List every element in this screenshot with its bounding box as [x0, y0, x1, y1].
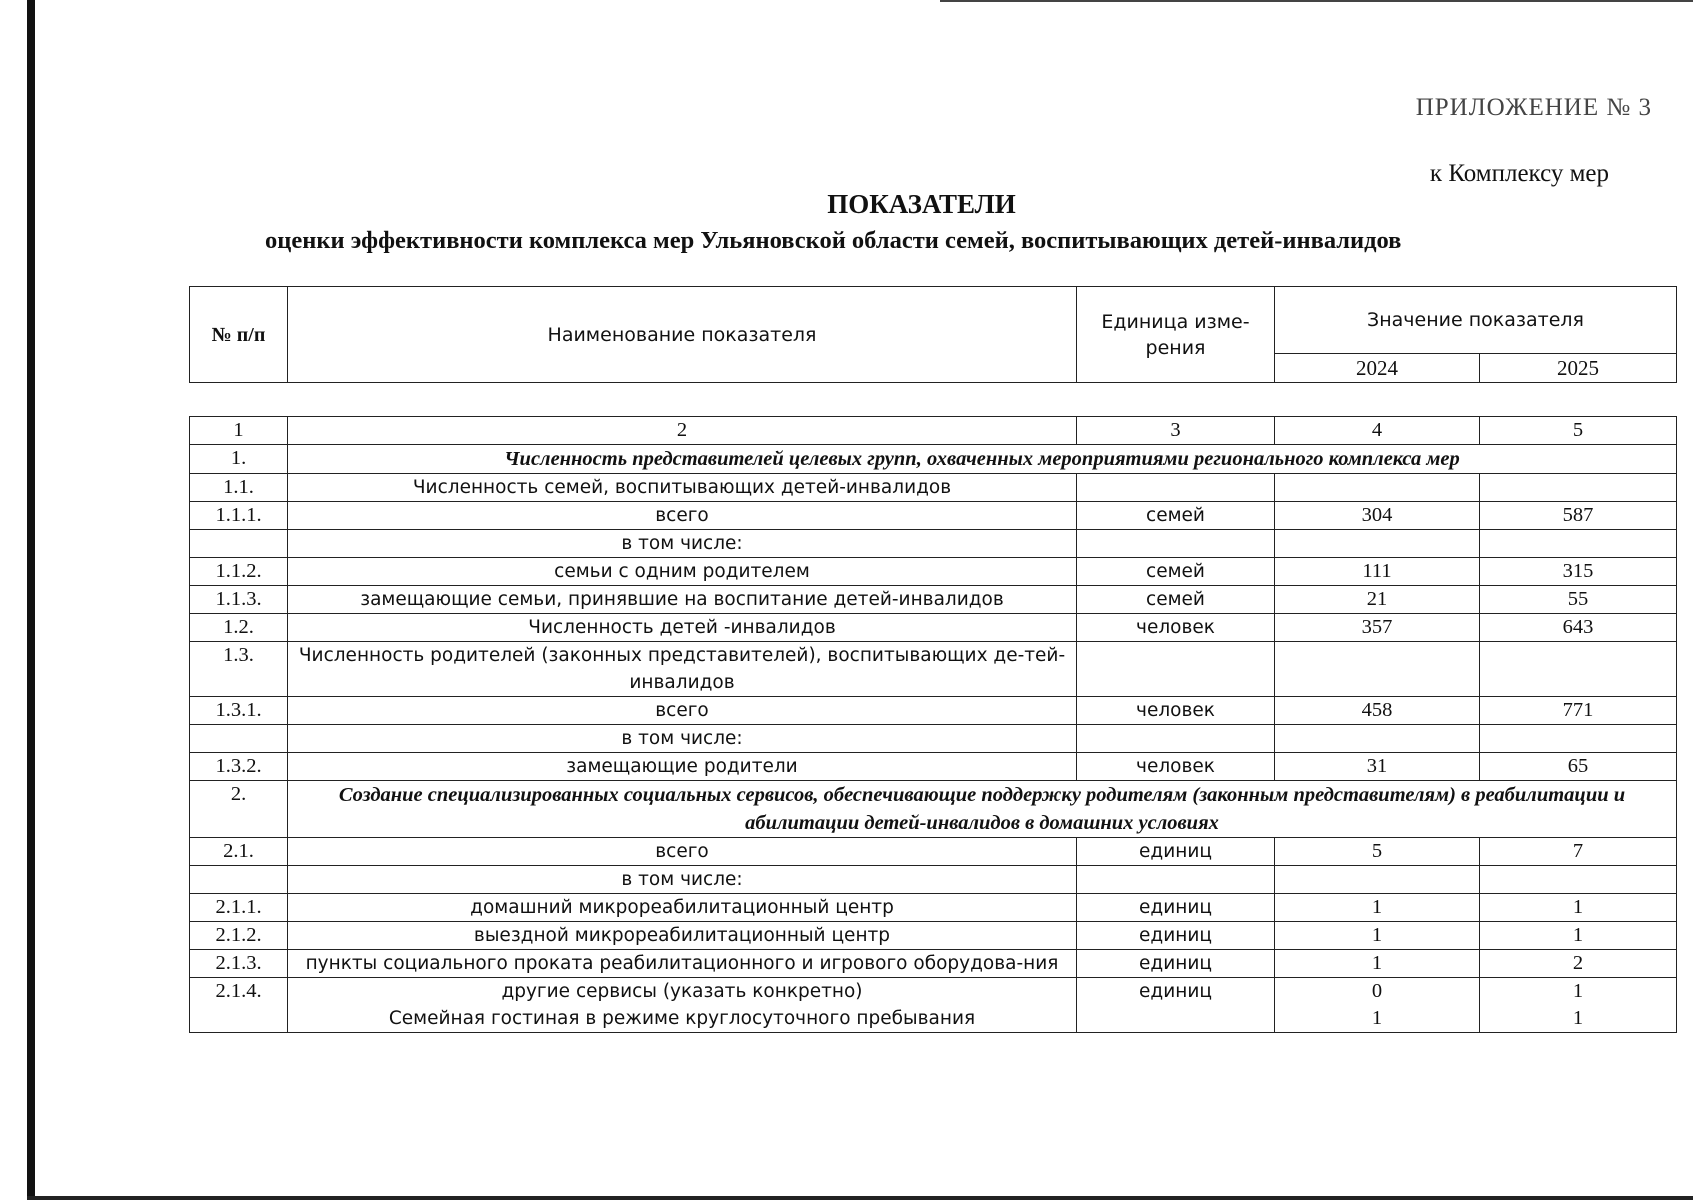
value-2024: 1: [1275, 894, 1480, 922]
column-header-unit: Единица изме-рения: [1077, 287, 1275, 383]
value-2024: 21: [1275, 586, 1480, 614]
value-2024: 111: [1275, 558, 1480, 586]
indicator-name: в том числе:: [288, 866, 1077, 894]
table-row: [190, 838, 1677, 866]
unit-cell: [1077, 474, 1275, 502]
unit-cell: человек: [1077, 753, 1275, 781]
value-2025: 315: [1480, 558, 1677, 586]
value-2025: 55: [1480, 586, 1677, 614]
section-title: Численность представителей целевых групп, охваченных мероприятиями регионального комплекса мер: [288, 445, 1677, 474]
table-row: [190, 753, 1677, 781]
value-2025: [1480, 725, 1677, 753]
indicator-subname-line: Семейная гостиная в режиме круглосуточного пребывания: [388, 1008, 976, 1029]
table-row: [190, 978, 1677, 1033]
value-2024: 304: [1275, 502, 1480, 530]
table-row: [190, 922, 1677, 950]
table-row: [190, 697, 1677, 725]
indicator-name-line: другие сервисы (указать конкретно): [501, 981, 863, 1002]
row-number: 2.1.3.: [190, 950, 288, 978]
scan-edge-left: [27, 0, 35, 1200]
unit-cell: человек: [1077, 697, 1275, 725]
row-number: 2.: [190, 781, 288, 838]
value-2024: 1: [1275, 922, 1480, 950]
value-2025: 1: [1480, 922, 1677, 950]
table-row: [190, 950, 1677, 978]
value-subline: 1: [1572, 1007, 1584, 1029]
value-line: 0: [1371, 980, 1383, 1002]
column-number: 4: [1275, 417, 1480, 445]
unit-cell: единиц: [1077, 950, 1275, 978]
indicator-name: в том числе:: [288, 530, 1077, 558]
unit-cell: единиц: [1077, 894, 1275, 922]
table-row: [190, 502, 1677, 530]
column-number: 3: [1077, 417, 1275, 445]
value-2024: [1275, 978, 1480, 1033]
section-row: [190, 781, 1677, 838]
row-number: 1.3.2.: [190, 753, 288, 781]
unit-cell: [1077, 642, 1275, 697]
column-header-year-2025: 2025: [1480, 354, 1677, 383]
value-2024: [1275, 474, 1480, 502]
column-header-year-2024: 2024: [1275, 354, 1480, 383]
value-line: 1: [1572, 980, 1584, 1002]
value-2025: 7: [1480, 838, 1677, 866]
unit-cell: единиц: [1077, 838, 1275, 866]
value-subline: 1: [1371, 1007, 1383, 1029]
indicator-name: всего: [288, 838, 1077, 866]
value-2025: [1480, 530, 1677, 558]
row-number: 1.: [190, 445, 288, 474]
table-row: [190, 894, 1677, 922]
indicator-name: всего: [288, 502, 1077, 530]
indicator-name: в том числе:: [288, 725, 1077, 753]
column-number: 1: [190, 417, 288, 445]
row-number: 2.1.: [190, 838, 288, 866]
value-2025: 587: [1480, 502, 1677, 530]
value-2024: [1275, 642, 1480, 697]
indicator-name: пункты социального проката реабилитационного и игрового оборудова-ния: [288, 950, 1077, 978]
document-subtitle: оценки эффективности комплекса мер Ульяновской области семей, воспитывающих детей-инвалидов: [265, 227, 1402, 254]
unit-cell: [1077, 866, 1275, 894]
indicator-name: всего: [288, 697, 1077, 725]
scan-edge-bottom: [27, 1196, 1693, 1200]
indicator-name: замещающие родители: [288, 753, 1077, 781]
table-row: [190, 558, 1677, 586]
value-2024: [1275, 866, 1480, 894]
value-2025: [1480, 642, 1677, 697]
row-number: 1.2.: [190, 614, 288, 642]
appendix-label: ПРИЛОЖЕНИЕ № 3: [1415, 94, 1652, 121]
value-2025: [1480, 474, 1677, 502]
appendix-reference: к Комплексу мер: [1429, 160, 1609, 187]
scan-edge-top: [940, 0, 1693, 2]
table-row: [190, 866, 1677, 894]
value-2025: 771: [1480, 697, 1677, 725]
row-number: [190, 866, 288, 894]
value-2025: 1: [1480, 894, 1677, 922]
column-number: 5: [1480, 417, 1677, 445]
value-2024: 357: [1275, 614, 1480, 642]
indicator-name: Численность семей, воспитывающих детей-инвалидов: [288, 474, 1077, 502]
value-2024: [1275, 725, 1480, 753]
value-2024: 1: [1275, 950, 1480, 978]
row-number: 1.1.: [190, 474, 288, 502]
row-number: [190, 725, 288, 753]
indicators-table: [189, 416, 1677, 1033]
table-row: [190, 530, 1677, 558]
column-header-num: № п/п: [190, 287, 288, 383]
column-numbers-row: [190, 417, 1677, 445]
column-number: 2: [288, 417, 1077, 445]
row-number: 1.1.2.: [190, 558, 288, 586]
table-row: [190, 614, 1677, 642]
indicator-name: домашний микрореабилитационный центр: [288, 894, 1077, 922]
value-2024: 458: [1275, 697, 1480, 725]
indicator-name: замещающие семьи, принявшие на воспитание детей-инвалидов: [288, 586, 1077, 614]
row-number: 1.1.3.: [190, 586, 288, 614]
unit-cell: человек: [1077, 614, 1275, 642]
table-row: [190, 586, 1677, 614]
section-title: Создание специализированных социальных сервисов, обеспечивающие поддержку родителям (законным представителям) в реабилитации и абилитации детей-инвалидов в домашних условиях: [288, 781, 1677, 838]
value-2025: 643: [1480, 614, 1677, 642]
value-2025: 65: [1480, 753, 1677, 781]
unit-cell: единиц: [1077, 978, 1275, 1033]
unit-cell: [1077, 530, 1275, 558]
unit-cell: семей: [1077, 586, 1275, 614]
indicator-name: [288, 978, 1077, 1033]
header-table: [189, 286, 1677, 383]
unit-cell: [1077, 725, 1275, 753]
indicator-name: Численность детей -инвалидов: [288, 614, 1077, 642]
value-2025: [1480, 866, 1677, 894]
row-number: [190, 530, 288, 558]
value-2024: 31: [1275, 753, 1480, 781]
row-number: 2.1.4.: [190, 978, 288, 1033]
indicator-name: семьи с одним родителем: [288, 558, 1077, 586]
row-number: 1.3.1.: [190, 697, 288, 725]
column-header-value: Значение показателя: [1275, 287, 1677, 354]
unit-cell: семей: [1077, 502, 1275, 530]
indicator-name: Численность родителей (законных представителей), воспитывающих де-тей-инвалидов: [288, 642, 1077, 697]
column-header-name: Наименование показателя: [288, 287, 1077, 383]
row-number: 1.1.1.: [190, 502, 288, 530]
value-2024: 5: [1275, 838, 1480, 866]
value-2024: [1275, 530, 1480, 558]
table-row: [190, 642, 1677, 697]
indicator-name: выездной микрореабилитационный центр: [288, 922, 1077, 950]
unit-cell: единиц: [1077, 922, 1275, 950]
table-row: [190, 725, 1677, 753]
unit-cell: семей: [1077, 558, 1275, 586]
value-2025: 2: [1480, 950, 1677, 978]
row-number: 2.1.2.: [190, 922, 288, 950]
section-row: [190, 445, 1677, 474]
row-number: 2.1.1.: [190, 894, 288, 922]
value-2025: [1480, 978, 1677, 1033]
document-title: ПОКАЗАТЕЛИ: [827, 189, 1016, 219]
table-row: [190, 474, 1677, 502]
row-number: 1.3.: [190, 642, 288, 697]
